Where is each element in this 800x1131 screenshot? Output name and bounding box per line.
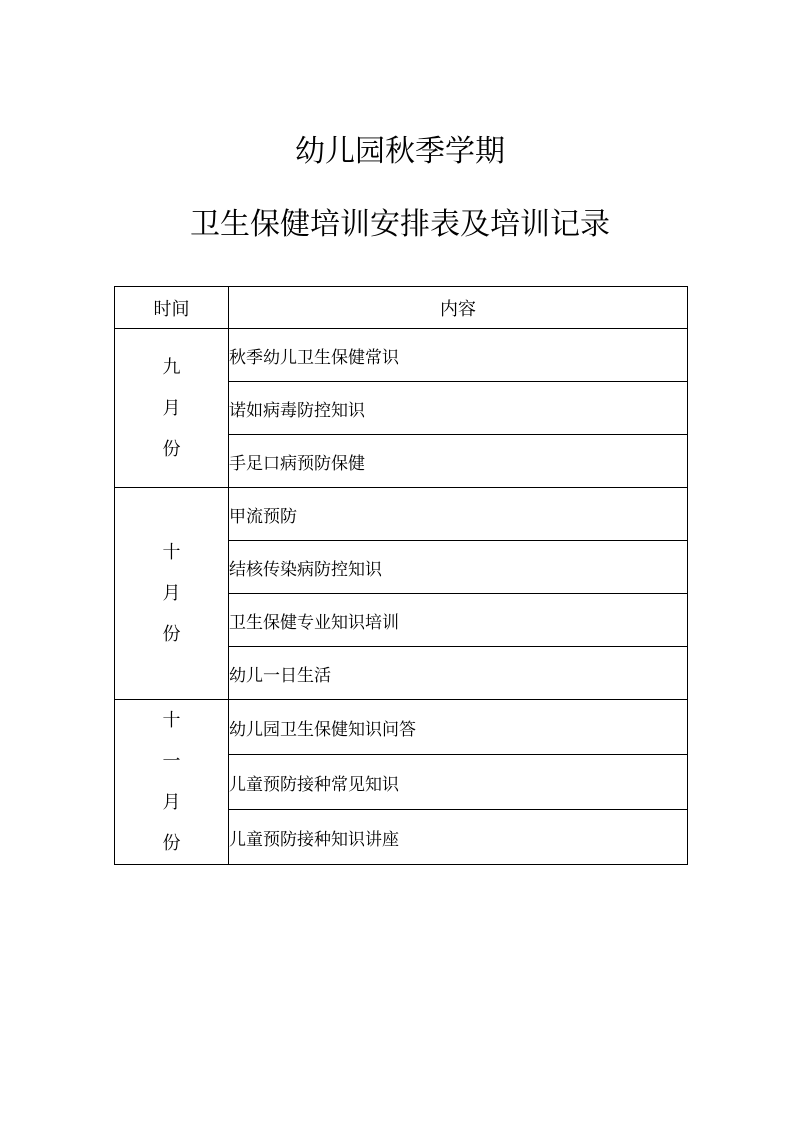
training-item: 结核传染病防控知识 [229, 541, 688, 594]
table-row [115, 329, 688, 382]
training-item: 儿童预防接种常见知识 [229, 755, 688, 810]
month-char: 一 [162, 751, 181, 772]
training-schedule-table [114, 286, 688, 865]
training-item: 幼儿一日生活 [229, 647, 688, 700]
document-title-line2: 卫生保健培训安排表及培训记录 [190, 207, 610, 242]
training-item: 卫生保健专业知识培训 [229, 594, 688, 647]
month-char: 份 [162, 438, 181, 460]
month-char: 十 [162, 542, 181, 563]
month-char: 九 [162, 356, 181, 378]
table-header-row [115, 287, 688, 329]
training-item: 儿童预防接种知识讲座 [229, 810, 688, 865]
month-char: 份 [162, 833, 181, 854]
month-char: 份 [162, 624, 181, 645]
table-row [115, 488, 688, 541]
training-item: 幼儿园卫生保健知识问答 [229, 700, 688, 755]
month-char: 十 [162, 710, 181, 731]
month-cell-september [115, 329, 229, 488]
month-char: 月 [162, 397, 181, 419]
month-cell-october [115, 488, 229, 700]
month-char: 月 [162, 583, 181, 604]
training-item: 甲流预防 [229, 488, 688, 541]
month-cell-november [115, 700, 229, 865]
document-title-line1: 幼儿园秋季学期 [295, 134, 505, 169]
training-item: 手足口病预防保健 [229, 435, 688, 488]
training-item: 秋季幼儿卫生保健常识 [229, 329, 688, 382]
header-content: 内容 [229, 287, 688, 329]
training-item: 诺如病毒防控知识 [229, 382, 688, 435]
table-row [115, 700, 688, 755]
month-char: 月 [162, 792, 181, 813]
header-time: 时间 [115, 287, 229, 329]
